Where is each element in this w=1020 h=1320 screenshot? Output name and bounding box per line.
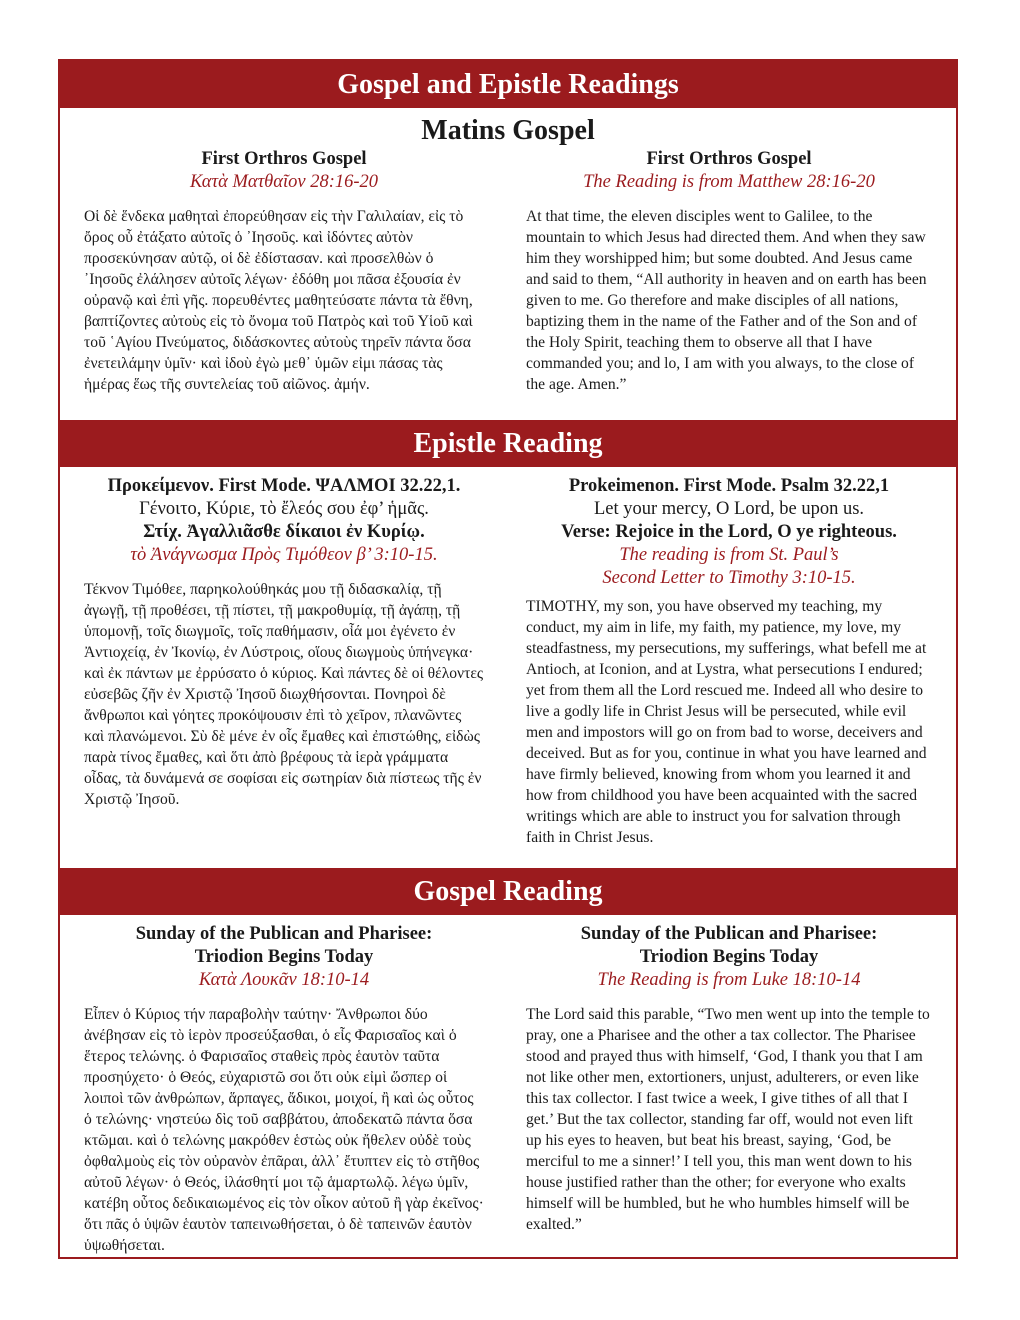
english-luke-column bbox=[508, 923, 956, 1256]
greek-prokeimenon bbox=[84, 475, 484, 567]
greek-luke-text: Εἶπεν ὁ Κύριος τήν παραβολὴν ταύτην· Ἄνθρωποι δύο ἀνέβησαν εἰς τὸ ἱερὸν προσεύξασθαι, ὁ εἷς Φαρισαῖος καὶ ὁ ἕτερος τελώνης. ὁ Φαρισαῖος σταθεὶς πρὸς ἑαυτὸν ταῦτα προσηύχετο· ὁ Θεός, εὐχαριστῶ σοι ὅτι οὐκ εἰμὶ ὥσπερ οἱ λοιποὶ τῶν ἀνθρώπων, ἅρπαγες, ἄδικοι, μοιχοί, ἢ καὶ ὡς οὗτος ὁ τελώνης· νηστεύω δὶς τοῦ σαββάτου, ἀποδεκατῶ πάντα ὅσα κτῶμαι. καὶ ὁ τελώνης μακρόθεν ἑστὼς οὐκ ἤθελεν οὐδὲ τοὺς ὀφθαλμοὺς εἰς τὸν οὐρανὸν ἐπᾶραι, ἀλλ᾿ ἔτυπτεν εἰς τὸ στῆθος αὐτοῦ λέγων· ὁ Θεός, ἱλάσθητί μοι τῷ ἁμαρτωλῷ. λέγω ὑμῖν, κατέβη οὗτος δεδικαιωμένος εἰς τὸν οἶκον αὐτοῦ ἢ γὰρ ἐκεῖνος· ὅτι πᾶς ὁ ὑψῶν ἑαυτὸν ταπεινωθήσεται, ὁ δὲ ταπεινῶν ἑαυτὸν ὑψωθήσεται. bbox=[84, 1006, 484, 1254]
greek-gospel-header bbox=[84, 923, 484, 992]
greek-epistle-column bbox=[60, 475, 508, 848]
readings-frame bbox=[58, 59, 958, 1259]
english-luke-reference: The Reading is from Luke 18:10-14 bbox=[597, 970, 861, 990]
greek-luke-column bbox=[60, 923, 508, 1256]
greek-prokeimenon-line2: Γένοιτο, Κύριε, τὸ ἔλεός σου ἐφ’ ἡμᾶς. bbox=[139, 499, 429, 519]
english-reference: The Reading is from Matthew 28:16-20 bbox=[583, 172, 875, 192]
english-gospel-header bbox=[526, 923, 932, 992]
gospel-band: Gospel Reading bbox=[60, 868, 956, 915]
epistle-section bbox=[60, 475, 956, 868]
matins-gospel-section bbox=[60, 114, 956, 420]
matins-gospel-columns bbox=[60, 148, 956, 395]
greek-epistle-reference: τὸ Ἀνάγνωσμα Πρὸς Τιμόθεον β’ 3:10-15. bbox=[130, 545, 438, 565]
matins-gospel-title: Matins Gospel bbox=[421, 115, 595, 146]
epistle-columns bbox=[60, 475, 956, 848]
greek-sunday-title-line2: Triodion Begins Today bbox=[194, 947, 374, 967]
english-header bbox=[526, 148, 932, 194]
english-epistle-reference-line2: Second Letter to Timothy 3:10-15. bbox=[602, 568, 856, 588]
english-verse-line: Verse: Rejoice in the Lord, O ye righteous. bbox=[561, 522, 897, 542]
english-luke-text: The Lord said this parable, “Two men went up into the temple to pray, one a Pharisee and the other a tax collector. The Pharisee stood and prayed thus with himself, ‘God, I thank you that I am not like other men, extortioners, unjust, adulterers, or even like this tax collector. I fast twice a week, I give tithes of all that I get.’ But the tax collector, standing far off, would not even lift up his eyes to heaven, but beat his breast, saying, ‘God, be merciful to me a sinner!’ I tell you, this man went down to his house justified rather than the other; for everyone who exalts himself will be humbled, but he who humbles himself will be exalted.” bbox=[526, 1006, 930, 1233]
english-sunday-title-line2: Triodion Begins Today bbox=[639, 947, 819, 967]
english-heading: First Orthros Gospel bbox=[646, 149, 812, 169]
greek-heading: First Orthros Gospel bbox=[201, 149, 367, 169]
greek-luke-reference: Κατὰ Λουκᾶν 18:10-14 bbox=[198, 970, 370, 990]
english-prokeimenon bbox=[526, 475, 932, 590]
gospel-columns bbox=[60, 923, 956, 1256]
english-gospel-text: At that time, the eleven disciples went to Galilee, to the mountain to which Jesus had directed them. And when they saw him they worshipped him; but some doubted. And Jesus came and said to them, “All authority in heaven and on earth has been given to me. Go therefore and make disciples of all nations, baptizing them in the name of the Father and of the Son and of the Holy Spirit, teaching them to observe all that I have commanded you; and lo, I am with you always, to the close of the age. Amen.” bbox=[526, 208, 927, 393]
epistle-band: Epistle Reading bbox=[60, 420, 956, 467]
greek-gospel-text: Οἱ δὲ ἕνδεκα μαθηταὶ ἐπορεύθησαν εἰς τὴν Γαλιλαίαν, εἰς τὸ ὄρος οὗ ἐτάξατο αὐτοῖς ὁ ᾿Ιησοῦς. καὶ ἰδόντες αὐτὸν προσεκύνησαν αὐτῷ, οἱ δὲ ἐδίστασαν. καὶ προσελθὼν ὁ ᾿Ιησοῦς ἐλάλησεν αὐτοῖς λέγων· ἐδόθη μοι πᾶσα ἐξουσία ἐν οὐρανῷ καὶ ἐπὶ γῆς. πορευθέντες μαθητεύσατε πάντα τὰ ἔθνη, βαπτίζοντες αὐτοὺς εἰς τὸ ὄνομα τοῦ Πατρὸς καὶ τοῦ Υἱοῦ καὶ τοῦ ῾Αγίου Πνεύματος, διδάσκοντες αὐτοὺς τηρεῖν πάντα ὅσα ἐνετειλάμην ὑμῖν· καὶ ἰδοὺ ἐγὼ μεθ᾿ ὑμῶν εἰμι πάσας τὰς ἡμέρας ἕως τῆς συντελείας τοῦ αἰῶνος. ἀμήν. bbox=[84, 208, 473, 393]
greek-sunday-title-line1: Sunday of the Publican and Pharisee: bbox=[135, 924, 433, 944]
greek-verse-line: Στίχ. Ἀγαλλιᾶσθε δίκαιοι ἐν Κυρίῳ. bbox=[143, 522, 425, 542]
english-prokeimenon-line2: Let your mercy, O Lord, be upon us. bbox=[593, 499, 865, 519]
english-sunday-title-line1: Sunday of the Publican and Pharisee: bbox=[580, 924, 878, 944]
english-column bbox=[508, 148, 956, 395]
english-epistle-reference-line1: The reading is from St. Paul’s bbox=[619, 545, 839, 565]
gospel-section bbox=[60, 923, 956, 1259]
english-epistle-text: TIMOTHY, my son, you have observed my teaching, my conduct, my aim in life, my faith, my patience, my love, my steadfastness, my persecutions, my sufferings, what befell me at Antioch, at Iconion, and at Lystra, what persecutions I endured; yet from them all the Lord rescued me. Indeed all who desire to live a godly life in Christ Jesus will be persecuted, while evil men and impostors will go on from bad to worse, deceivers and deceived. But as for you, continue in what you have learned and have firmly believed, knowing from whom you learned it and how from childhood you have been acquainted with the sacred writings which are able to instruct you for salvation through faith in Christ Jesus. bbox=[526, 598, 927, 846]
gospel-epistle-band: Gospel and Epistle Readings bbox=[60, 61, 956, 108]
greek-prokeimenon-line1: Προκείμενον. First Mode. ΨΑΛΜΟΙ 32.22,1. bbox=[107, 476, 461, 496]
english-prokeimenon-line1: Prokeimenon. First Mode. Psalm 32.22,1 bbox=[568, 476, 890, 496]
greek-header bbox=[84, 148, 484, 194]
english-epistle-column bbox=[508, 475, 956, 848]
greek-reference: Κατὰ Ματθαῖον 28:16-20 bbox=[189, 172, 379, 192]
greek-epistle-text: Τέκνον Τιμόθεε, παρηκολούθηκάς μου τῇ διδασκαλίᾳ, τῇ ἀγωγῇ, τῇ προθέσει, τῇ πίστει, τῇ μακροθυμίᾳ, τῇ ἀγάπῃ, τῇ ὑπομονῇ, τοῖς διωγμοῖς, τοῖς παθήμασιν, οἷά μοι ἐγένετο ἐν Ἀντιοχείᾳ, ἐν Ἰκονίῳ, ἐν Λύστροις, οἵους διωγμοὺς ὑπήνεγκα· καὶ ἐκ πάντων με ἐρρύσατο ὁ κύριος. Καὶ πάντες δὲ οἱ θέλοντες εὐσεβῶς ζῆν ἐν Χριστῷ Ἰησοῦ διωχθήσονται. Πονηροὶ δὲ ἄνθρωποι καὶ γόητες προκόψουσιν ἐπὶ τὸ χεῖρον, πλανῶντες καὶ πλανώμενοι. Σὺ δὲ μένε ἐν οἷς ἔμαθες καὶ ἐπιστώθης, εἰδὼς παρὰ τίνος ἔμαθες, καὶ ὅτι ἀπὸ βρέφους τὰ ἱερὰ γράμματα οἶδας, τὰ δυνάμενά σε σοφίσαι εἰς σωτηρίαν διὰ πίστεως τῆς ἐν Χριστῷ Ἰησοῦ. bbox=[84, 581, 484, 808]
greek-column bbox=[60, 148, 508, 395]
